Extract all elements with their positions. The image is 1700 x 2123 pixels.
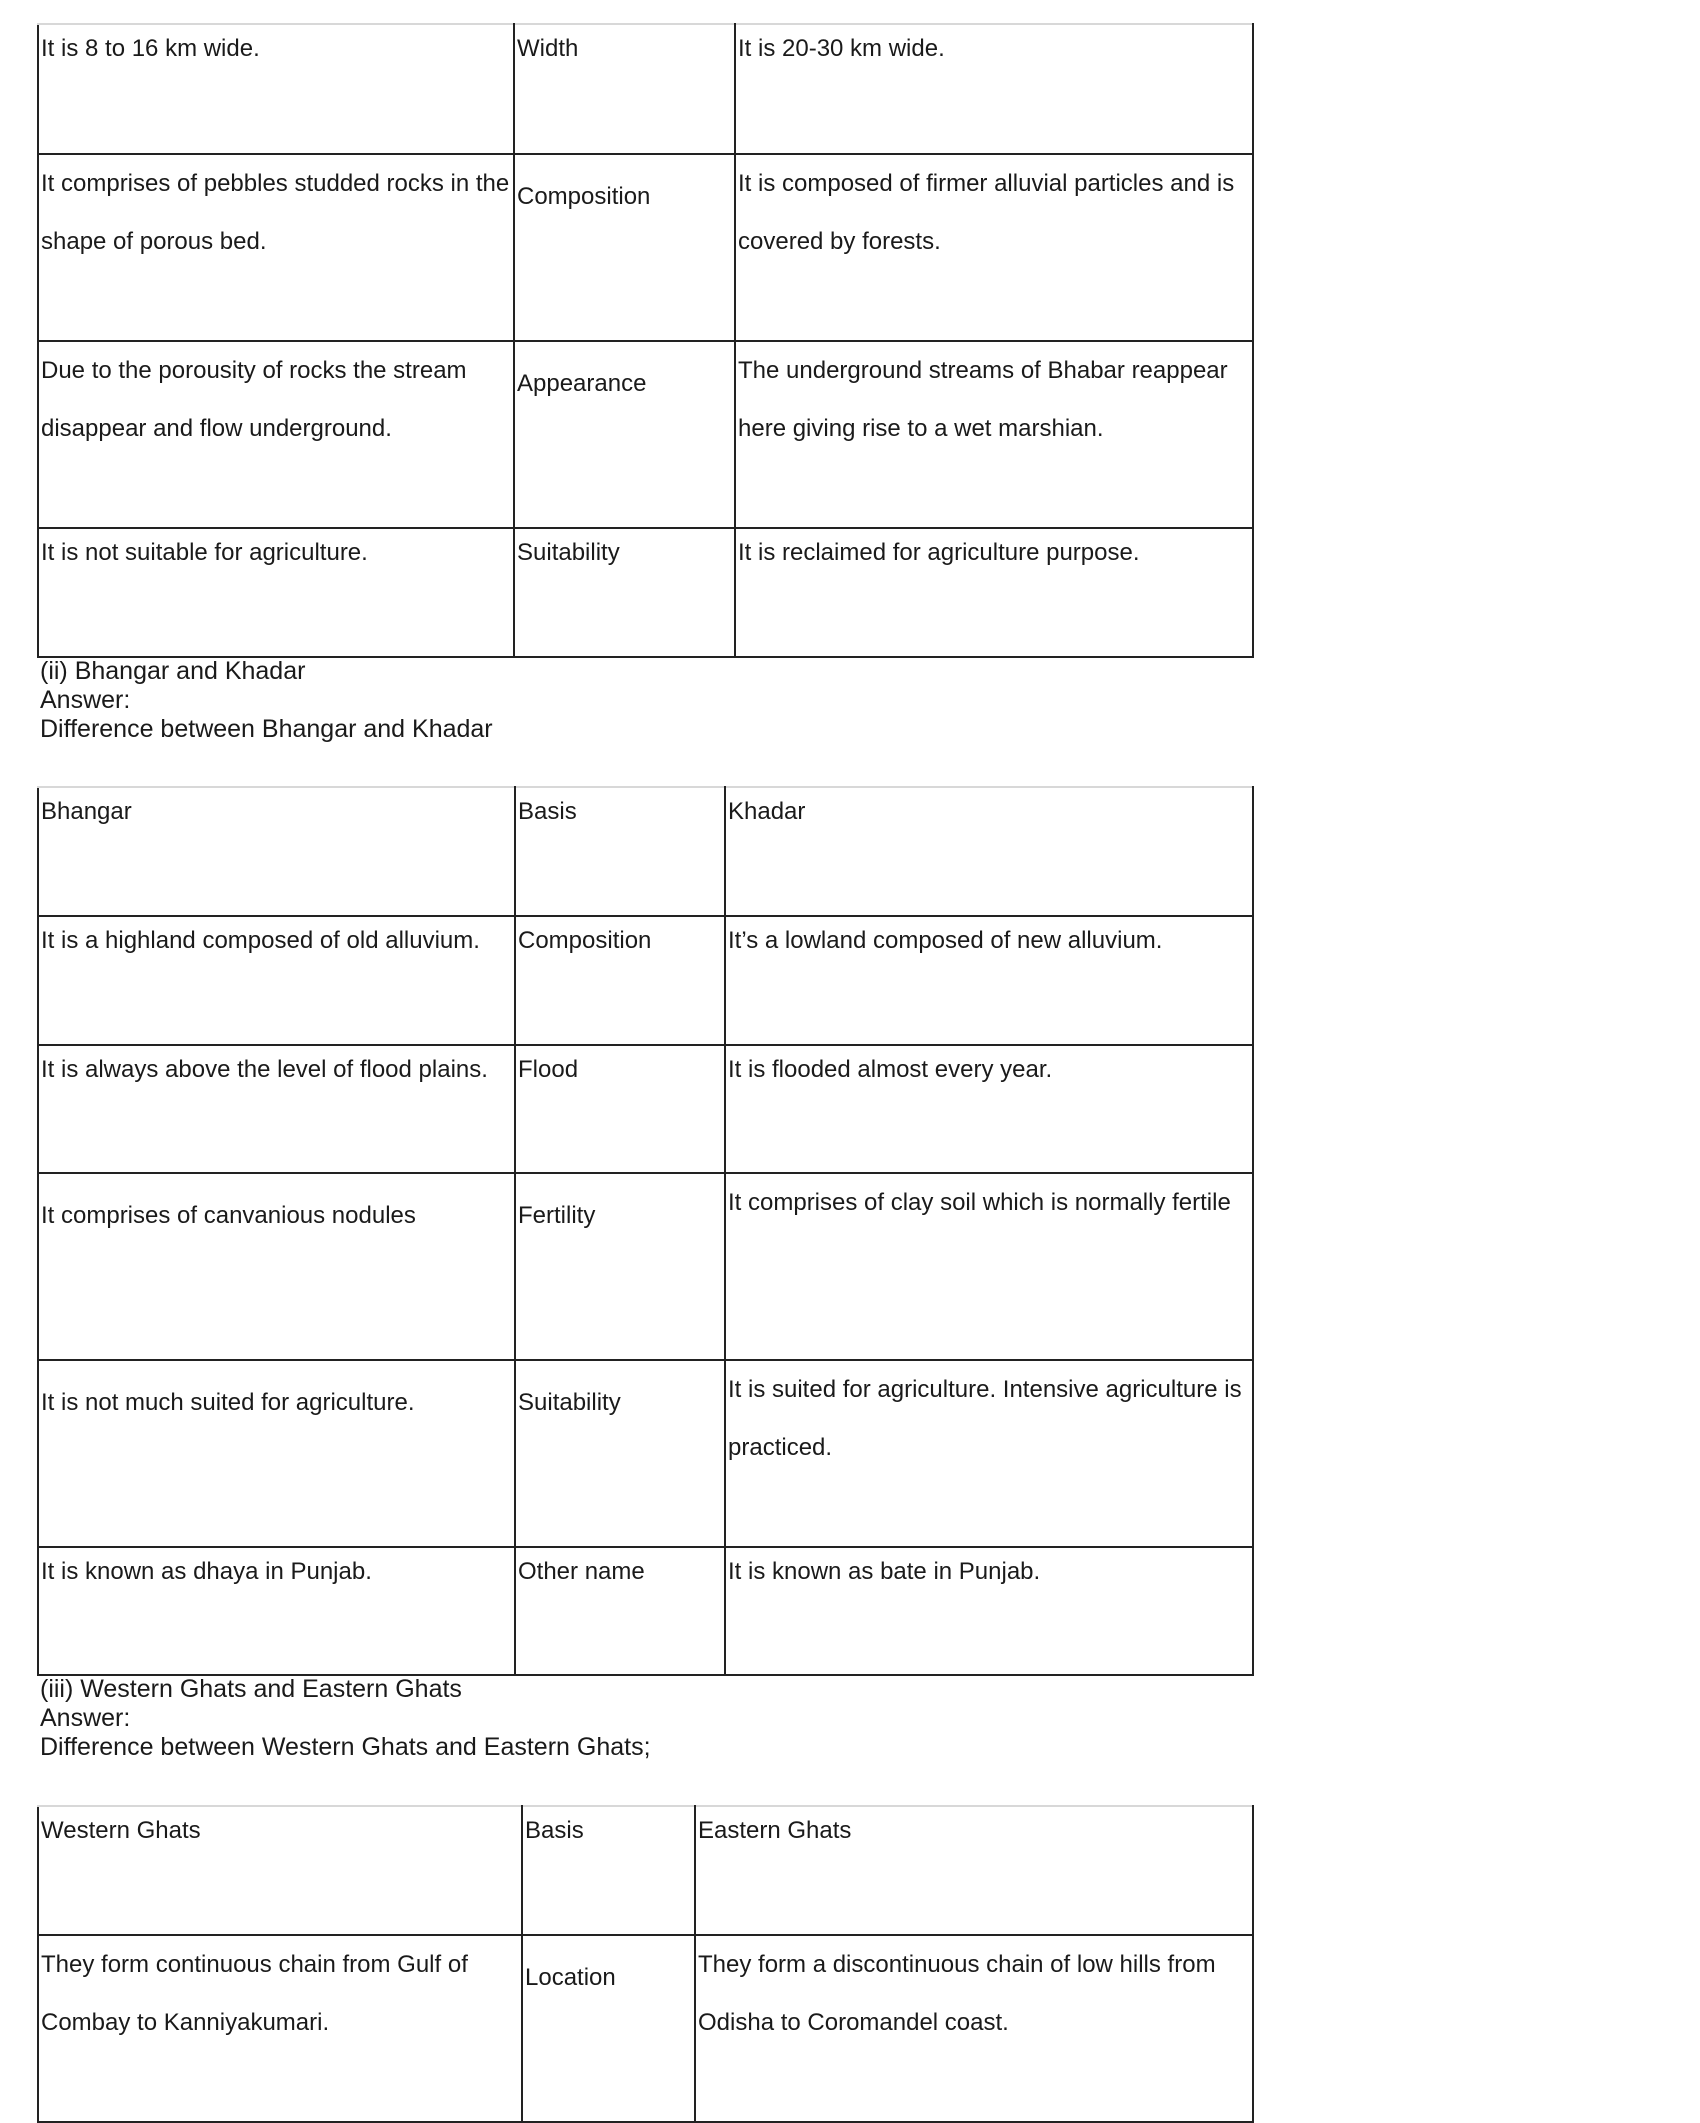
table-header-row	[38, 787, 1253, 916]
header-cell-basis: Basis	[515, 787, 725, 916]
table-cell: It is not much suited for agriculture.	[38, 1360, 515, 1547]
table-cell-basis: Suitability	[515, 1360, 725, 1547]
question-title: (iii) Western Ghats and Eastern Ghats	[40, 1675, 462, 1703]
table-cell: It is reclaimed for agriculture purpose.	[735, 528, 1253, 657]
table-cell-basis: Location	[522, 1935, 695, 2122]
table-cell: They form a discontinuous chain of low hills from Odisha to Coromandel coast.	[695, 1935, 1253, 2122]
table-row	[38, 24, 1253, 154]
answer-label: Answer:	[40, 1704, 131, 1732]
table-row	[38, 916, 1253, 1045]
table-cell: It is 20-30 km wide.	[735, 24, 1253, 154]
table-cell: It’s a lowland composed of new alluvium.	[725, 916, 1253, 1045]
table-row	[38, 1547, 1253, 1675]
table-cell: It is always above the level of flood plains.	[38, 1045, 515, 1173]
header-cell: Western Ghats	[38, 1806, 522, 1935]
table-cell: It is not suitable for agriculture.	[38, 528, 514, 657]
answer-intro: Difference between Western Ghats and Eastern Ghats;	[40, 1733, 651, 1761]
table-cell: They form continuous chain from Gulf of Combay to Kanniyakumari.	[38, 1935, 522, 2122]
answer-intro: Difference between Bhangar and Khadar	[40, 715, 493, 743]
table-cell-basis: Width	[514, 24, 735, 154]
table-cell-basis: Composition	[515, 916, 725, 1045]
section-bhangar-khadar-heading	[40, 657, 493, 744]
table-cell: It comprises of pebbles studded rocks in the shape of porous bed.	[38, 154, 514, 341]
table-cell: It is composed of firmer alluvial particles and is covered by forests.	[735, 154, 1253, 341]
table-row	[38, 1360, 1253, 1547]
table-cell: It is known as dhaya in Punjab.	[38, 1547, 515, 1675]
table-cell: It is flooded almost every year.	[725, 1045, 1253, 1173]
ghats-table	[37, 1805, 1254, 2123]
table-row	[38, 154, 1253, 341]
answer-label: Answer:	[40, 686, 131, 714]
table-cell-basis: Suitability	[514, 528, 735, 657]
table-cell: It comprises of clay soil which is normally fertile	[725, 1173, 1253, 1360]
table-row	[38, 1173, 1253, 1360]
table-cell: It is 8 to 16 km wide.	[38, 24, 514, 154]
table-cell: It comprises of canvanious nodules	[38, 1173, 515, 1360]
table-cell: It is known as bate in Punjab.	[725, 1547, 1253, 1675]
bhangar-khadar-table	[37, 786, 1254, 1676]
table-cell: It is suited for agriculture. Intensive agriculture is practiced.	[725, 1360, 1253, 1547]
header-cell-basis: Basis	[522, 1806, 695, 1935]
table-cell-basis: Other name	[515, 1547, 725, 1675]
table-cell: It is a highland composed of old alluvium.	[38, 916, 515, 1045]
question-title: (ii) Bhangar and Khadar	[40, 657, 306, 685]
header-cell: Bhangar	[38, 787, 515, 916]
section-ghats-heading	[40, 1675, 651, 1762]
table-cell-basis: Appearance	[514, 341, 735, 528]
table-cell: Due to the porousity of rocks the stream disappear and flow underground.	[38, 341, 514, 528]
header-cell: Khadar	[725, 787, 1253, 916]
table-cell-basis: Composition	[514, 154, 735, 341]
bhabar-terai-table	[37, 23, 1254, 658]
table-header-row	[38, 1806, 1253, 1935]
table-cell-basis: Fertility	[515, 1173, 725, 1360]
table-row	[38, 1045, 1253, 1173]
header-cell: Eastern Ghats	[695, 1806, 1253, 1935]
table-cell: The underground streams of Bhabar reappear here giving rise to a wet marshian.	[735, 341, 1253, 528]
table-row	[38, 341, 1253, 528]
table-row	[38, 528, 1253, 657]
table-cell-basis: Flood	[515, 1045, 725, 1173]
table-row	[38, 1935, 1253, 2122]
